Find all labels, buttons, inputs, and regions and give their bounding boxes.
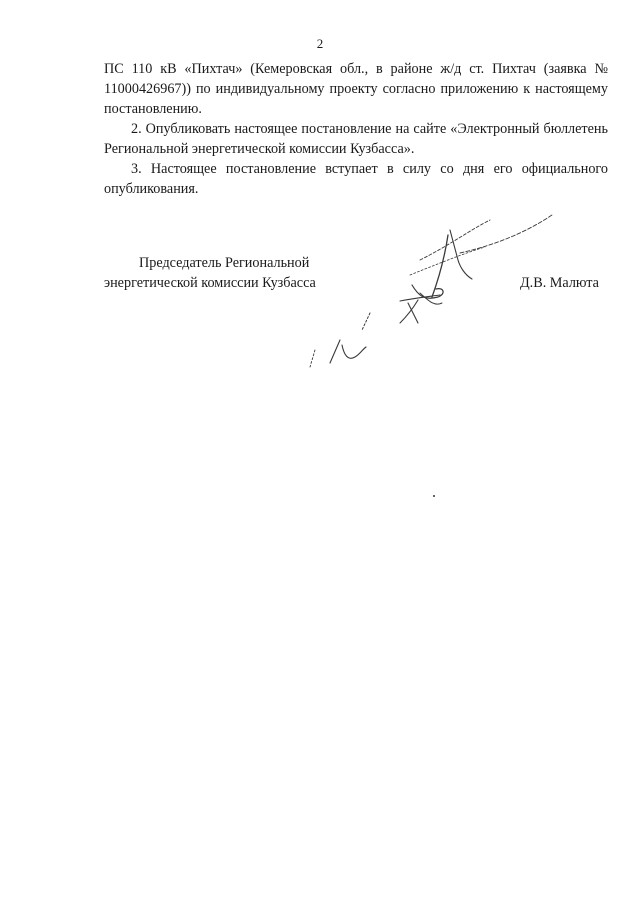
signatory-title	[104, 253, 316, 293]
signatory-title-line2: энергетической комиссии Кузбасса	[104, 275, 316, 291]
page-number: 2	[316, 36, 324, 51]
scan-speck	[433, 495, 435, 497]
paragraph-effective-date: 3. Настоящее постановление вступает в силу со дня его официального опубликования.	[104, 161, 608, 197]
signatory-title-line1: Председатель Региональной	[139, 255, 310, 271]
handwritten-signature-icon	[300, 205, 560, 380]
paragraph-publish: 2. Опубликовать настоящее постановление на сайте «Электронный бюллетень Региональной энергетической комиссии Кузбасса».	[104, 121, 608, 157]
paragraph-continuation: ПС 110 кВ «Пихтач» (Кемеровская обл., в районе ж/д ст. Пихтач (заявка № 11000426967)) по индивидуальному проекту согласно приложению к настоящему постановлению.	[104, 61, 608, 117]
signatory-name: Д.В. Малюта	[520, 275, 599, 291]
document-body	[104, 59, 608, 199]
